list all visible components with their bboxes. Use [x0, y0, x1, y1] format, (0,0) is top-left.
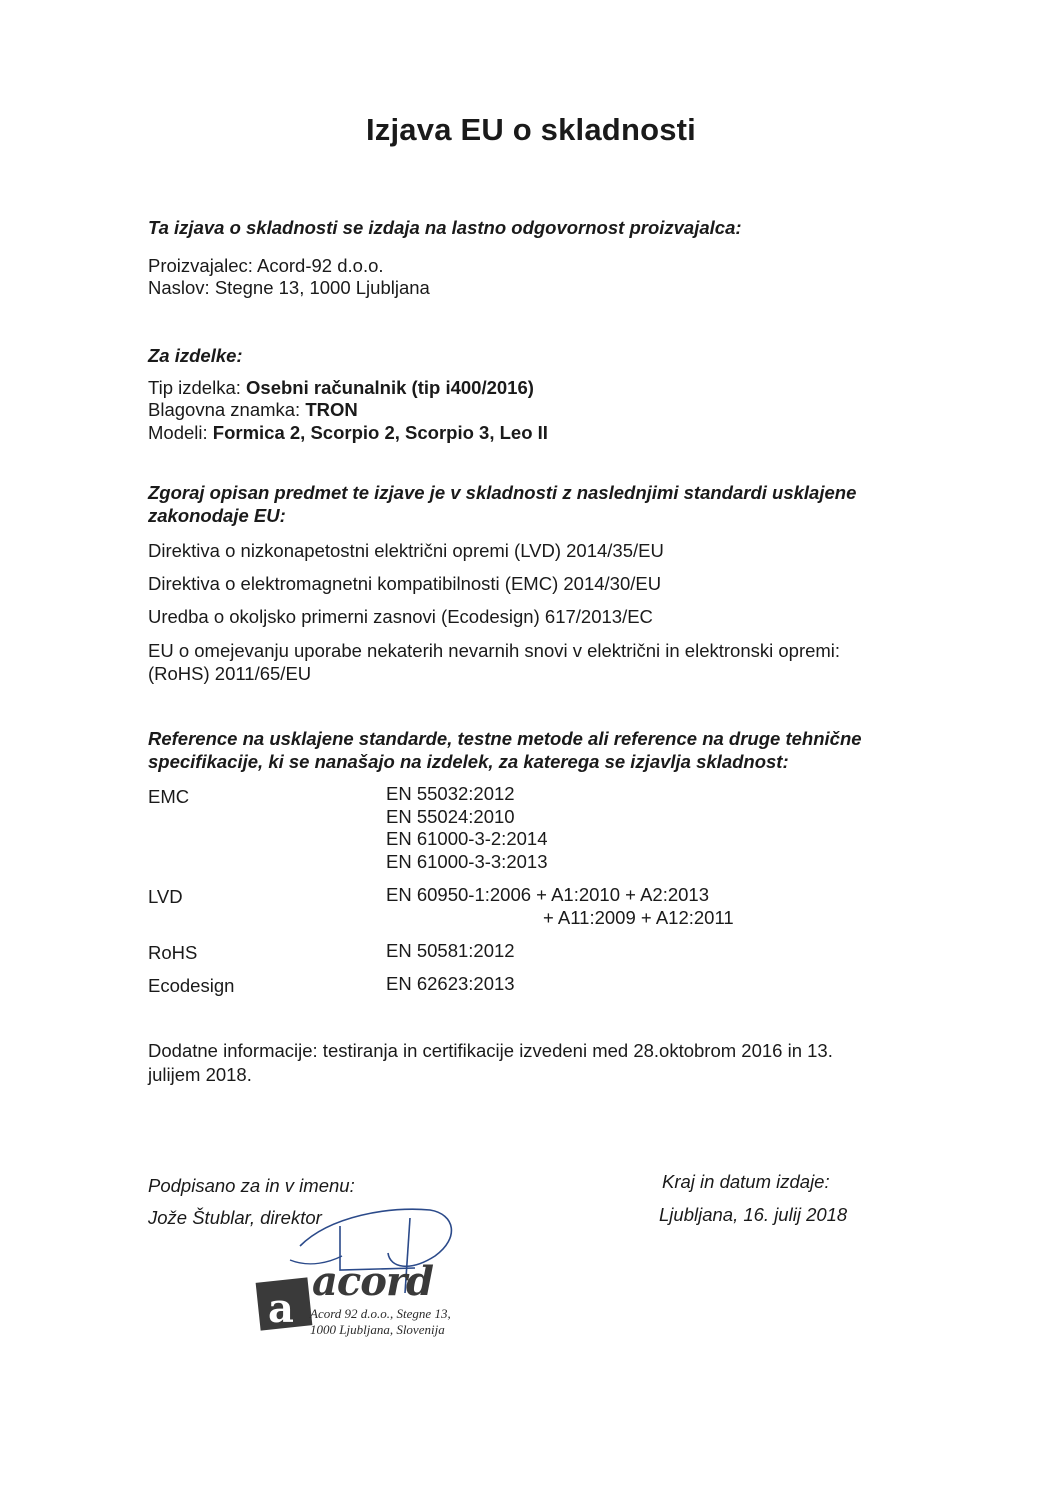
- manufacturer-value: Acord-92 d.o.o.: [257, 255, 384, 276]
- page-title: Izjava EU o skladnosti: [365, 112, 696, 147]
- additional-info-line2: julijem 2018.: [148, 1064, 252, 1085]
- signer-name: Jože Štublar, direktor: [148, 1207, 322, 1228]
- stamp-line: 1000 Ljubljana, Slovenija: [310, 1322, 445, 1337]
- emc-standard: EN 61000-3-3:2013: [386, 851, 548, 872]
- svg-text:a: a: [268, 1285, 294, 1332]
- place-date-value: Ljubljana, 16. julij 2018: [659, 1204, 848, 1225]
- ecodesign-label: Ecodesign: [148, 975, 235, 996]
- brand-label: Blagovna znamka:: [148, 399, 301, 420]
- references-lead-line1: Reference na usklajene standarde, testne metode ali reference na druge tehnične: [148, 728, 862, 749]
- additional-info-line1: Dodatne informacije: testiranja in certifikacije izvedeni med 28.oktobrom 2016 in 13.: [148, 1040, 833, 1061]
- ecodesign-standard: EN 62623:2013: [386, 973, 515, 994]
- lvd-label: LVD: [148, 886, 183, 907]
- company-stamp: [252, 1258, 472, 1348]
- stamp-logo: acord: [312, 1258, 433, 1305]
- emc-standard: EN 61000-3-2:2014: [386, 828, 548, 849]
- brand-value: TRON: [305, 399, 358, 420]
- directive-item: EU o omejevanju uporabe nekaterih nevarnih snovi v električni in elektronski opremi:: [148, 640, 841, 661]
- rohs-standard: EN 50581:2012: [386, 940, 515, 961]
- directive-item: Direktiva o nizkonapetostni električni opremi (LVD) 2014/35/EU: [148, 540, 664, 561]
- address-value: Stegne 13, 1000 Ljubljana: [214, 277, 430, 298]
- lvd-standard-line1: EN 60950-1:2006 + A1:2010 + A2:2013: [386, 884, 710, 905]
- product-type-label: Tip izdelka:: [148, 377, 241, 398]
- emc-standard: EN 55024:2010: [386, 806, 515, 827]
- manufacturer-label: Proizvajalec:: [148, 255, 253, 276]
- address-line: [148, 276, 430, 299]
- product-type-line: [148, 376, 534, 399]
- stamp-line: Acord 92 d.o.o., Stegne 13,: [310, 1306, 451, 1321]
- directive-item: Uredba o okoljsko primerni zasnovi (Ecodesign) 617/2013/EC: [148, 606, 653, 627]
- models-label: Modeli:: [148, 422, 208, 443]
- product-type-value: Osebni računalnik (tip i400/2016): [246, 377, 534, 398]
- lvd-standard-line2: + A11:2009 + A12:2011: [543, 907, 734, 928]
- brand-line: [148, 398, 358, 421]
- manufacturer-line: [148, 254, 384, 277]
- emc-standard: EN 55032:2012: [386, 783, 515, 804]
- conformity-lead-line1: Zgoraj opisan predmet te izjave je v skladnosti z naslednjimi standardi usklajene: [148, 482, 857, 503]
- place-date-label: Kraj in datum izdaje:: [662, 1171, 830, 1192]
- rohs-label: RoHS: [148, 942, 198, 963]
- models-value: Formica 2, Scorpio 2, Scorpio 3, Leo II: [212, 422, 548, 443]
- models-line: [148, 421, 548, 444]
- address-label: Naslov:: [148, 277, 210, 298]
- signed-for-label: Podpisano za in v imenu:: [148, 1175, 355, 1196]
- directive-item-cont: (RoHS) 2011/65/EU: [148, 663, 312, 684]
- products-lead: Za izdelke:: [148, 345, 243, 366]
- emc-label: EMC: [148, 786, 190, 807]
- directive-item: Direktiva o elektromagnetni kompatibilnosti (EMC) 2014/30/EU: [148, 573, 662, 594]
- conformity-lead-line2: zakonodaje EU:: [148, 505, 286, 526]
- responsibility-lead: Ta izjava o skladnosti se izdaja na lastno odgovornost proizvajalca:: [148, 217, 742, 238]
- stamp-text: [310, 1306, 451, 1338]
- references-lead-line2: specifikacije, ki se nanašajo na izdelek, za katerega se izjavlja skladnost:: [148, 751, 789, 772]
